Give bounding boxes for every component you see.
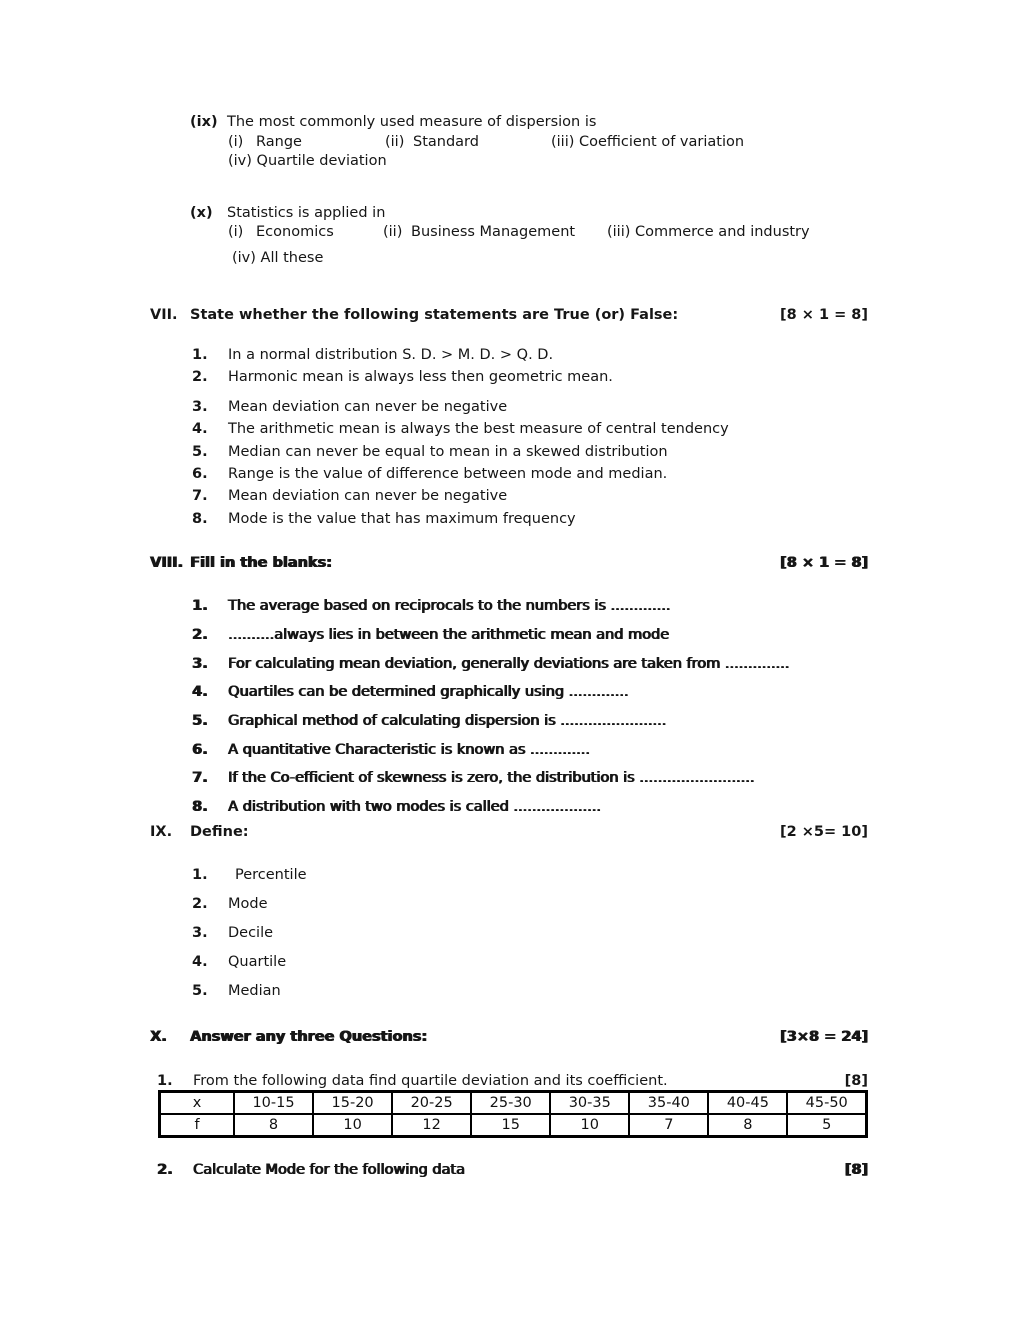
- blank-item: [192, 678, 868, 707]
- define-item: [192, 890, 868, 919]
- table-cell: 8: [708, 1114, 787, 1137]
- item-text: A distribution with two modes is called ...................: [228, 799, 601, 816]
- section-title: Fill in the blanks:: [190, 555, 332, 572]
- table-cell: 35-40: [629, 1091, 708, 1114]
- section-title: Define:: [190, 823, 249, 840]
- question-label: (ix): [190, 114, 218, 130]
- define-item: [192, 977, 868, 1006]
- table-cell: 10: [313, 1114, 392, 1137]
- question-row-2: [150, 1161, 868, 1179]
- item-number: 1.: [192, 347, 208, 363]
- section-heading: [150, 822, 868, 842]
- table-cell: 10-15: [234, 1091, 313, 1114]
- item-number: 4.: [192, 421, 208, 438]
- table-cell: 25-30: [471, 1091, 550, 1114]
- table-cell: 12: [392, 1114, 471, 1137]
- define-item: [192, 948, 868, 977]
- table-cell: f: [160, 1114, 235, 1137]
- item-text: Percentile: [235, 866, 307, 883]
- item-text: In a normal distribution S. D. > M. D. > Q. D.: [228, 347, 554, 363]
- section-marks: [8 × 1 = 8]: [779, 307, 868, 323]
- item-number: 8.: [192, 510, 208, 527]
- blank-item: [192, 592, 868, 621]
- item-text: A quantitative Characteristic is known as .............: [228, 741, 590, 758]
- blank-item: [192, 764, 868, 793]
- section-heading: [150, 305, 868, 325]
- item-text: Mean deviation can never be negative: [228, 488, 508, 505]
- item-number: 3.: [192, 655, 208, 672]
- question-label: (x): [190, 204, 213, 221]
- option-label: (ii): [383, 224, 403, 240]
- section-vii-true-false: [150, 305, 868, 530]
- statement-item: [192, 418, 868, 440]
- question-text: Calculate Mode for the following data: [193, 1161, 465, 1178]
- option-text: Economics: [256, 224, 334, 240]
- mcq-question-ix: [150, 113, 868, 172]
- section-heading: [150, 1027, 868, 1047]
- define-list: [150, 861, 868, 1006]
- item-text: Quartiles can be determined graphically using .............: [228, 684, 629, 701]
- item-text: Decile: [228, 924, 274, 941]
- section-ix-define: [150, 822, 868, 1006]
- option-iv: (iv) Quartile deviation: [228, 153, 387, 169]
- item-number: 4.: [192, 684, 208, 701]
- table-row-x: [160, 1091, 867, 1114]
- section-numeral: X.: [150, 1028, 167, 1045]
- section-numeral: VIII.: [150, 555, 183, 572]
- options-row: [228, 133, 868, 153]
- option-label: (iii): [551, 133, 575, 150]
- item-number: 6.: [192, 741, 208, 758]
- item-number: 5.: [192, 982, 208, 999]
- section-numeral: IX.: [150, 823, 173, 840]
- table-cell: 5: [787, 1114, 866, 1137]
- item-text: Median can never be equal to mean in a skewed distribution: [228, 443, 668, 460]
- item-number: 2.: [192, 626, 208, 643]
- section-x-answer-three: [150, 1027, 868, 1047]
- item-text: Median: [228, 982, 281, 999]
- option-iii: [551, 133, 744, 153]
- question-number: 1.: [157, 1072, 173, 1089]
- data-table: [158, 1090, 868, 1138]
- option-text: Business Management: [411, 224, 576, 240]
- blank-item: [192, 707, 868, 736]
- blank-item: [192, 621, 868, 650]
- section-title: State whether the following statements are True (or) False:: [190, 307, 679, 323]
- options-row: [228, 223, 868, 243]
- blank-item: [192, 793, 868, 822]
- item-number: 7.: [192, 770, 208, 787]
- option-label: (iii): [607, 224, 631, 240]
- item-number: 4.: [192, 953, 208, 970]
- statement-item: [192, 366, 868, 388]
- item-text: The average based on reciprocals to the numbers is .............: [228, 598, 671, 615]
- item-text: Quartile: [228, 953, 287, 970]
- option-text: Range: [256, 133, 302, 150]
- section-heading: [150, 553, 868, 573]
- blank-list: [150, 592, 868, 822]
- table-cell: 40-45: [708, 1091, 787, 1114]
- item-number: 1.: [192, 866, 208, 883]
- option-text: Commerce and industry: [635, 224, 810, 240]
- table-cell: 15-20: [313, 1091, 392, 1114]
- question-text: From the following data find quartile deviation and its coefficient.: [193, 1072, 668, 1089]
- item-text: Harmonic mean is always less then geometric mean.: [228, 369, 613, 386]
- table-cell: 8: [234, 1114, 313, 1137]
- item-text: Graphical method of calculating dispersion is .......................: [228, 713, 667, 730]
- table-cell: 45-50: [787, 1091, 866, 1114]
- option-label: (i): [228, 224, 244, 240]
- item-number: 6.: [192, 466, 208, 483]
- item-number: 2.: [192, 369, 208, 386]
- question-row-1: [150, 1072, 868, 1090]
- item-text: If the Co-efficient of skewness is zero, the distribution is .........................: [228, 770, 755, 787]
- question-text: The most commonly used measure of dispersion is: [227, 114, 597, 130]
- item-text: Mode is the value that has maximum frequency: [228, 510, 576, 527]
- option-label: (i): [228, 133, 244, 150]
- item-number: 5.: [192, 713, 208, 730]
- question-marks: [8]: [844, 1161, 868, 1178]
- option-i: [228, 223, 383, 243]
- option-i: [228, 133, 385, 153]
- question-text: Statistics is applied in: [227, 204, 386, 221]
- table-cell: 20-25: [392, 1091, 471, 1114]
- option-iv: (iv) All these: [232, 249, 324, 266]
- question-marks: [8]: [844, 1072, 868, 1089]
- item-number: 1.: [192, 598, 208, 615]
- table-cell: 30-35: [550, 1091, 629, 1114]
- statement-item: [192, 485, 868, 507]
- item-text: For calculating mean deviation, generally deviations are taken from ..............: [228, 655, 790, 672]
- table-row-f: [160, 1114, 867, 1137]
- section-marks: [3×8 = 24]: [779, 1028, 868, 1045]
- define-item: [192, 861, 868, 890]
- item-text: Mode: [228, 895, 268, 912]
- section-viii-fill-blanks: [150, 553, 868, 822]
- statement-item: [192, 463, 868, 485]
- item-text: Range is the value of difference between mode and median.: [228, 466, 668, 483]
- option-text: Standard: [413, 133, 479, 150]
- section-marks: [8 × 1 = 8]: [779, 555, 868, 572]
- statement-list: [150, 344, 868, 530]
- option-iii: [607, 223, 810, 243]
- section-numeral: VII.: [150, 307, 178, 323]
- question-number: 2.: [157, 1161, 173, 1178]
- table-cell: 7: [629, 1114, 708, 1137]
- option-label: (ii): [385, 133, 405, 150]
- table-cell: 15: [471, 1114, 550, 1137]
- statement-item: [192, 441, 868, 463]
- table-cell: x: [160, 1091, 235, 1114]
- option-ii: [383, 223, 607, 243]
- define-item: [192, 919, 868, 948]
- item-number: 5.: [192, 443, 208, 460]
- item-number: 3.: [192, 398, 208, 415]
- statement-item: [192, 344, 868, 366]
- item-number: 7.: [192, 488, 208, 505]
- option-text: Coefficient of variation: [579, 133, 745, 150]
- statement-item: [192, 396, 868, 418]
- item-number: 2.: [192, 895, 208, 912]
- item-text: Mean deviation can never be negative: [228, 398, 508, 415]
- item-text: The arithmetic mean is always the best measure of central tendency: [228, 421, 729, 438]
- item-text: ..........always lies in between the arithmetic mean and mode: [228, 626, 670, 643]
- statement-item: [192, 508, 868, 530]
- item-number: 8.: [192, 799, 208, 816]
- section-title: Answer any three Questions:: [190, 1028, 428, 1045]
- blank-item: [192, 650, 868, 679]
- mcq-question-x: [150, 204, 868, 269]
- option-ii: [385, 133, 551, 153]
- table-cell: 10: [550, 1114, 629, 1137]
- item-number: 3.: [192, 924, 208, 941]
- section-marks: [2 ×5= 10]: [779, 823, 868, 840]
- blank-item: [192, 736, 868, 765]
